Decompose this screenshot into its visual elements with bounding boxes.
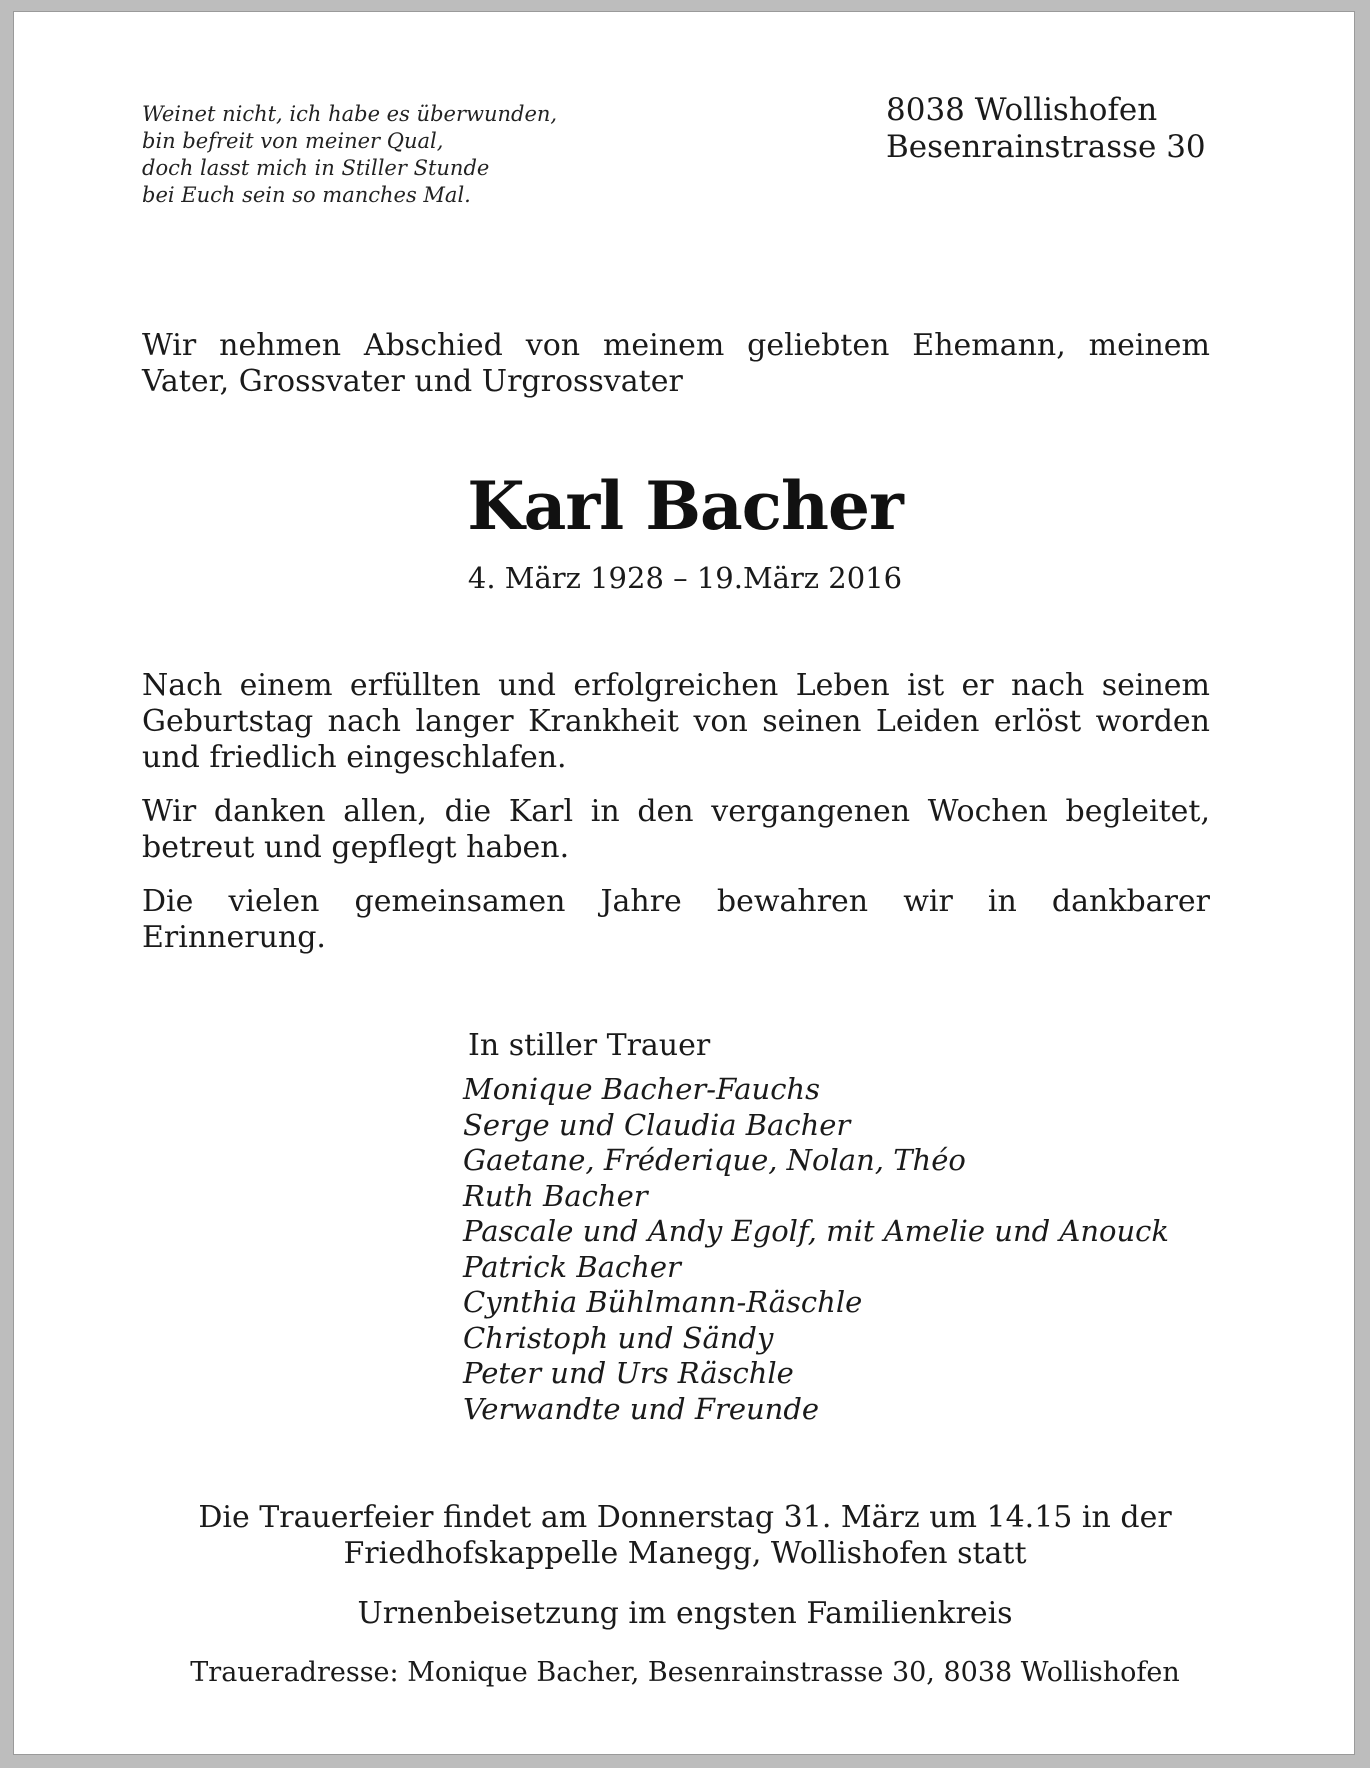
service-line: Friedhofskappelle Manegg, Wollishofen statt: [343, 1536, 1027, 1571]
mourning-address: Traueradresse: Monique Bacher, Besenrainstrasse 30, 8038 Wollishofen: [190, 1657, 1180, 1688]
family-address: [886, 92, 1206, 166]
funeral-service-notice: [0, 1500, 1370, 1572]
address-street: Besenrainstrasse 30: [886, 129, 1206, 165]
mourner-name: Serge und Claudia Bacher: [463, 1107, 851, 1142]
deceased-name: Karl Bacher: [467, 467, 903, 545]
mourner-name: Patrick Bacher: [463, 1249, 681, 1284]
motto-line: bin befreit von meiner Qual,: [142, 129, 444, 153]
mourning-heading: In stiller Trauer: [468, 1028, 711, 1063]
mourner-name: Pascale und Andy Egolf, mit Amelie und Anouck: [463, 1214, 1169, 1248]
service-line: Die Trauerfeier findet am Donnerstag 31. März um 14.15 in der: [198, 1500, 1172, 1535]
mourner-name: Peter und Urs Räschle: [463, 1356, 794, 1390]
mourner-name: Cynthia Bühlmann-Räschle: [463, 1285, 863, 1319]
mourner-name: Verwandte und Freunde: [463, 1391, 820, 1426]
motto-line: bei Euch sein so manches Mal.: [142, 183, 471, 207]
motto-line: Weinet nicht, ich habe es überwunden,: [142, 102, 558, 126]
burial-notice: Urnenbeisetzung im engsten Familienkreis: [357, 1596, 1013, 1631]
body-paragraph: Die vielen gemeinsamen Jahre bewahren wir in dankbarer Erinnerung.: [142, 884, 1210, 955]
body-paragraph: Wir danken allen, die Karl in den vergangenen Wochen begleitet, betreut und gepflegt haben.: [142, 794, 1210, 865]
mourner-name: Monique Bacher-Fauchs: [463, 1072, 820, 1106]
address-city: 8038 Wollishofen: [886, 92, 1158, 128]
motto-poem: [142, 101, 557, 209]
farewell-intro: Wir nehmen Abschied von meinem geliebten Ehemann, meinem Vater, Grossvater und Urgrossvater: [142, 328, 1210, 399]
life-dates: 4. März 1928 – 19.März 2016: [467, 561, 903, 595]
mourner-name: Christoph und Sändy: [463, 1320, 774, 1355]
body-paragraph: Nach einem erfüllten und erfolgreichen Leben ist er nach seinem Geburtstag nach langer Krankheit von seinen Leiden erlöst worden und friedlich eingeschlafen.: [142, 668, 1210, 775]
mourner-name: Gaetane, Fréderique, Nolan, Théo: [463, 1143, 966, 1177]
obituary-body: [142, 668, 1210, 974]
mourner-name: Ruth Bacher: [463, 1178, 648, 1213]
motto-line: doch lasst mich in Stiller Stunde: [142, 156, 490, 180]
mourners-list: [463, 1072, 1169, 1427]
